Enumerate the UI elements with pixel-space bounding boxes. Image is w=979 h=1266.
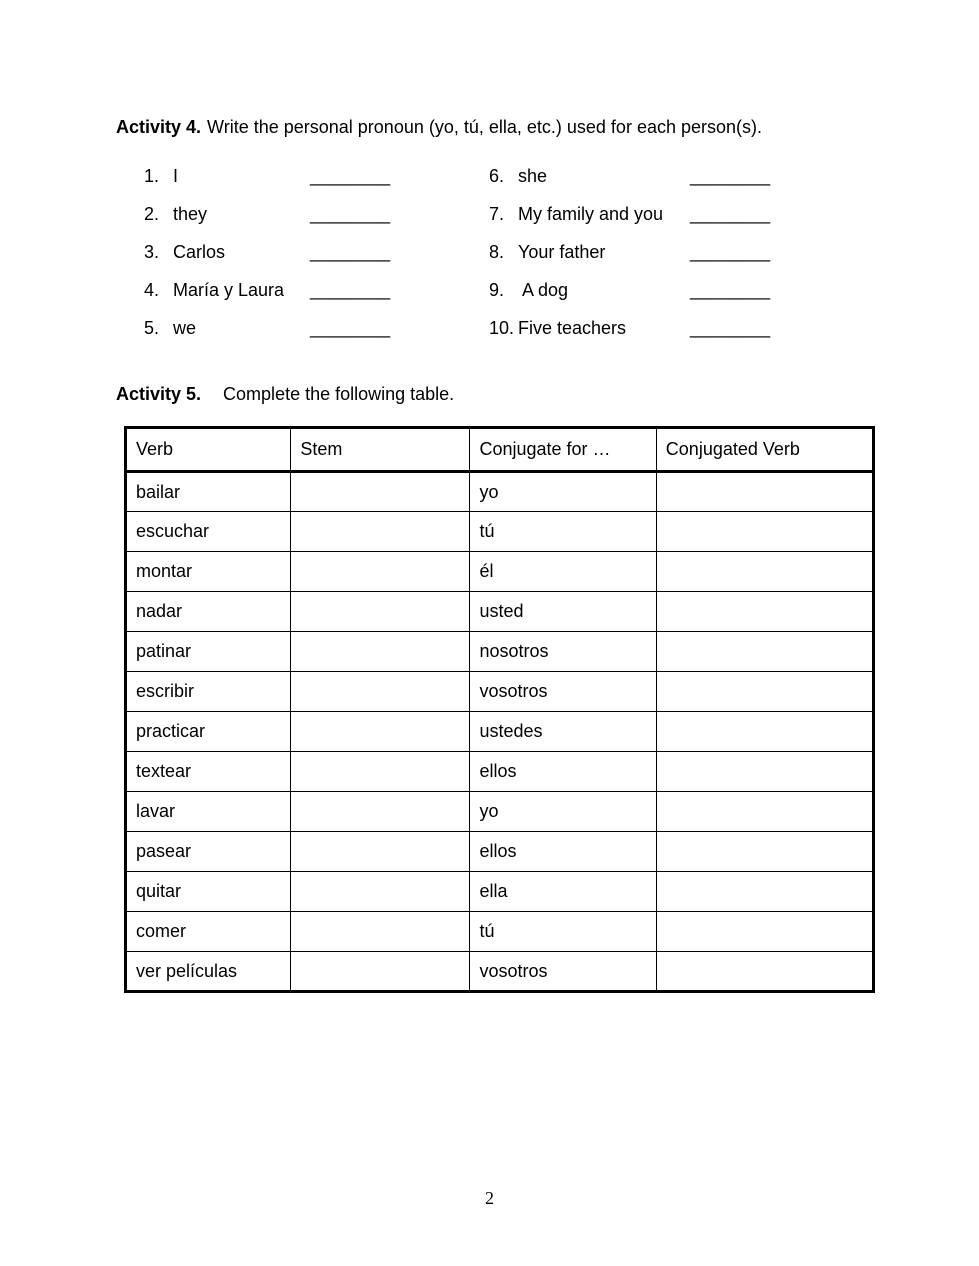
conjugated-verb-cell[interactable] (656, 832, 873, 872)
stem-cell[interactable] (291, 832, 470, 872)
header-stem: Stem (291, 428, 470, 472)
header-conjugated-verb: Conjugated Verb (656, 428, 873, 472)
activity-4-heading (116, 116, 762, 138)
verb-cell: lavar (126, 792, 291, 832)
answer-blank[interactable]: ________ (690, 280, 771, 300)
conjugate-for-cell: vosotros (470, 952, 656, 992)
answer-blank[interactable]: ________ (690, 166, 771, 186)
conjugate-for-cell: ellos (470, 832, 656, 872)
stem-cell[interactable] (291, 872, 470, 912)
stem-cell[interactable] (291, 792, 470, 832)
item-number: 2. (144, 204, 160, 224)
conjugate-for-cell: ella (470, 872, 656, 912)
verb-cell: montar (126, 552, 291, 592)
verb-cell: ver películas (126, 952, 291, 992)
conjugated-verb-cell[interactable] (656, 872, 873, 912)
table-header-row (126, 428, 874, 472)
item-number: 1. (144, 166, 160, 186)
header-conjugate-for: Conjugate for … (470, 428, 656, 472)
conjugate-for-cell: yo (470, 472, 656, 512)
stem-cell[interactable] (291, 752, 470, 792)
item-label: we (173, 318, 197, 338)
activity-5-heading (116, 383, 454, 405)
answer-blank[interactable]: ________ (310, 280, 391, 300)
conjugate-for-cell: yo (470, 792, 656, 832)
conjugated-verb-cell[interactable] (656, 512, 873, 552)
table-row (126, 712, 874, 752)
stem-cell[interactable] (291, 472, 470, 512)
item-number: 9. (489, 280, 505, 300)
conjugation-table (124, 426, 875, 993)
answer-blank[interactable]: ________ (310, 242, 391, 262)
conjugated-verb-cell[interactable] (656, 472, 873, 512)
table-row (126, 832, 874, 872)
table-row (126, 592, 874, 632)
answer-blank[interactable]: ________ (310, 204, 391, 224)
conjugated-verb-cell[interactable] (656, 712, 873, 752)
conjugate-for-cell: usted (470, 592, 656, 632)
table-row (126, 672, 874, 712)
conjugate-for-cell: nosotros (470, 632, 656, 672)
stem-cell[interactable] (291, 912, 470, 952)
stem-cell[interactable] (291, 592, 470, 632)
header-verb: Verb (126, 428, 291, 472)
verb-cell: nadar (126, 592, 291, 632)
stem-cell[interactable] (291, 552, 470, 592)
table-row (126, 952, 874, 992)
verb-cell: patinar (126, 632, 291, 672)
verb-cell: quitar (126, 872, 291, 912)
item-label: María y Laura (173, 280, 285, 300)
verb-cell: practicar (126, 712, 291, 752)
table-row (126, 552, 874, 592)
item-label: I (173, 166, 179, 186)
conjugated-verb-cell[interactable] (656, 552, 873, 592)
stem-cell[interactable] (291, 632, 470, 672)
conjugated-verb-cell[interactable] (656, 592, 873, 632)
item-label: she (518, 166, 548, 186)
answer-blank[interactable]: ________ (690, 318, 771, 338)
verb-cell: escribir (126, 672, 291, 712)
stem-cell[interactable] (291, 952, 470, 992)
conjugated-verb-cell[interactable] (656, 792, 873, 832)
item-label: My family and you (518, 204, 664, 224)
item-number: 10. (489, 318, 515, 338)
conjugate-for-cell: ustedes (470, 712, 656, 752)
table-row (126, 632, 874, 672)
conjugate-for-cell: vosotros (470, 672, 656, 712)
conjugated-verb-cell[interactable] (656, 752, 873, 792)
stem-cell[interactable] (291, 512, 470, 552)
item-number: 5. (144, 318, 160, 338)
answer-blank[interactable]: ________ (310, 318, 391, 338)
activity-5-label: Activity 5. (116, 384, 202, 404)
table-row (126, 872, 874, 912)
table-row (126, 512, 874, 552)
stem-cell[interactable] (291, 672, 470, 712)
verb-cell: comer (126, 912, 291, 952)
item-label: Five teachers (518, 318, 627, 338)
verb-cell: escuchar (126, 512, 291, 552)
verb-cell: textear (126, 752, 291, 792)
table-row (126, 792, 874, 832)
item-number: 7. (489, 204, 505, 224)
page-number: 2 (485, 1188, 494, 1208)
conjugated-verb-cell[interactable] (656, 672, 873, 712)
item-label: they (173, 204, 208, 224)
verb-cell: bailar (126, 472, 291, 512)
conjugate-for-cell: tú (470, 912, 656, 952)
table-row (126, 912, 874, 952)
conjugate-for-cell: ellos (470, 752, 656, 792)
verb-cell: pasear (126, 832, 291, 872)
conjugate-for-cell: él (470, 552, 656, 592)
conjugate-for-cell: tú (470, 512, 656, 552)
answer-blank[interactable]: ________ (310, 166, 391, 186)
answer-blank[interactable]: ________ (690, 204, 771, 224)
conjugated-verb-cell[interactable] (656, 912, 873, 952)
activity-5-instruction: Complete the following table. (223, 384, 455, 404)
item-number: 6. (489, 166, 505, 186)
item-number: 3. (144, 242, 160, 262)
conjugated-verb-cell[interactable] (656, 952, 873, 992)
item-number: 4. (144, 280, 160, 300)
item-label: A dog (518, 280, 569, 300)
conjugated-verb-cell[interactable] (656, 632, 873, 672)
answer-blank[interactable]: ________ (690, 242, 771, 262)
table-row (126, 472, 874, 512)
item-label: Your father (518, 242, 606, 262)
activity-4-label: Activity 4. (116, 117, 202, 137)
table-row (126, 752, 874, 792)
item-label: Carlos (173, 242, 226, 262)
activity-4-instruction: Write the personal pronoun (yo, tú, ella, etc.) used for each person(s). (207, 117, 762, 137)
stem-cell[interactable] (291, 712, 470, 752)
item-number: 8. (489, 242, 505, 262)
